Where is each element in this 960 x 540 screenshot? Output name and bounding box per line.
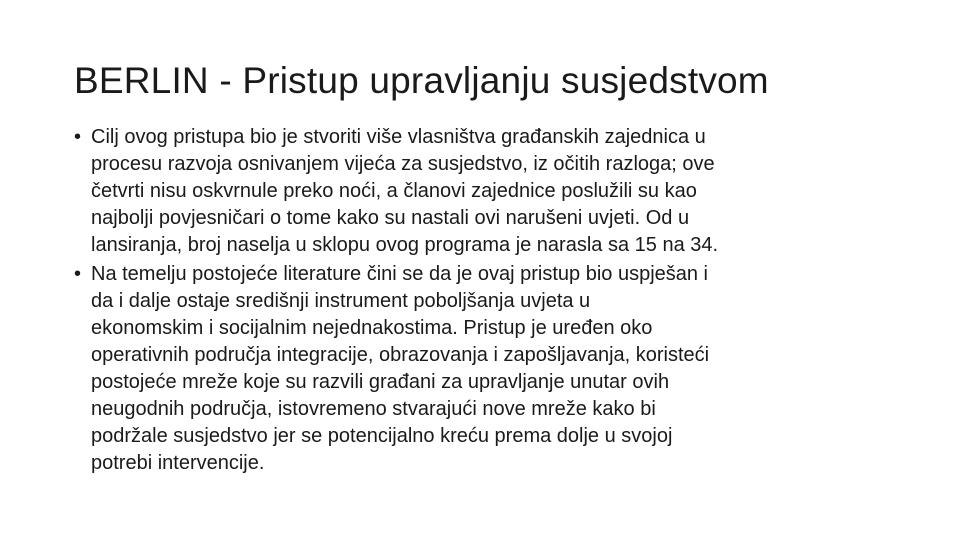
bullet-2-line-6: neugodnih područja, istovremeno stvarajući nove mreže kako bi	[91, 398, 656, 420]
bullet-2-line-2: da i dalje ostaje središnji instrument poboljšanja uvjeta u	[91, 290, 591, 312]
bullet-icon: •	[74, 263, 82, 285]
bullet-2-line-5: postojeće mreže koje su razvili građani za upravljanje unutar ovih	[91, 371, 670, 393]
bullet-1-line-1: Cilj ovog pristupa bio je stvoriti više vlasništva građanskih zajednica u	[91, 126, 706, 148]
bullet-2-line-8: potrebi intervencije.	[91, 452, 265, 474]
slide-title: BERLIN - Pristup upravljanju susjedstvom	[74, 60, 769, 101]
bullet-list	[74, 124, 904, 479]
bullet-2-line-3: ekonomskim i socijalnim nejednakostima. Pristup je uređen oko	[91, 317, 653, 339]
bullet-item-2	[74, 261, 904, 477]
bullet-item-1	[74, 124, 904, 259]
bullet-1-line-3: četvrti nisu oskvrnule preko noći, a članovi zajednice poslužili su kao	[91, 180, 697, 202]
bullet-icon: •	[74, 126, 82, 148]
bullet-2-line-1: Na temelju postojeće literature čini se da je ovaj pristup bio uspješan i	[91, 263, 709, 285]
bullet-2-line-7: podržale susjedstvo jer se potencijalno kreću prema dolje u svojoj	[91, 425, 673, 447]
bullet-2-line-4: operativnih područja integracije, obrazovanja i zapošljavanja, koristeći	[91, 344, 710, 366]
bullet-1-line-4: najbolji povjesničari o tome kako su nastali ovi narušeni uvjeti. Od u	[91, 207, 690, 229]
bullet-1-line-2: procesu razvoja osnivanjem vijeća za susjedstvo, iz očitih razloga; ove	[91, 153, 715, 175]
bullet-1-line-5: lansiranja, broj naselja u sklopu ovog programa je narasla sa 15 na 34.	[91, 234, 719, 256]
